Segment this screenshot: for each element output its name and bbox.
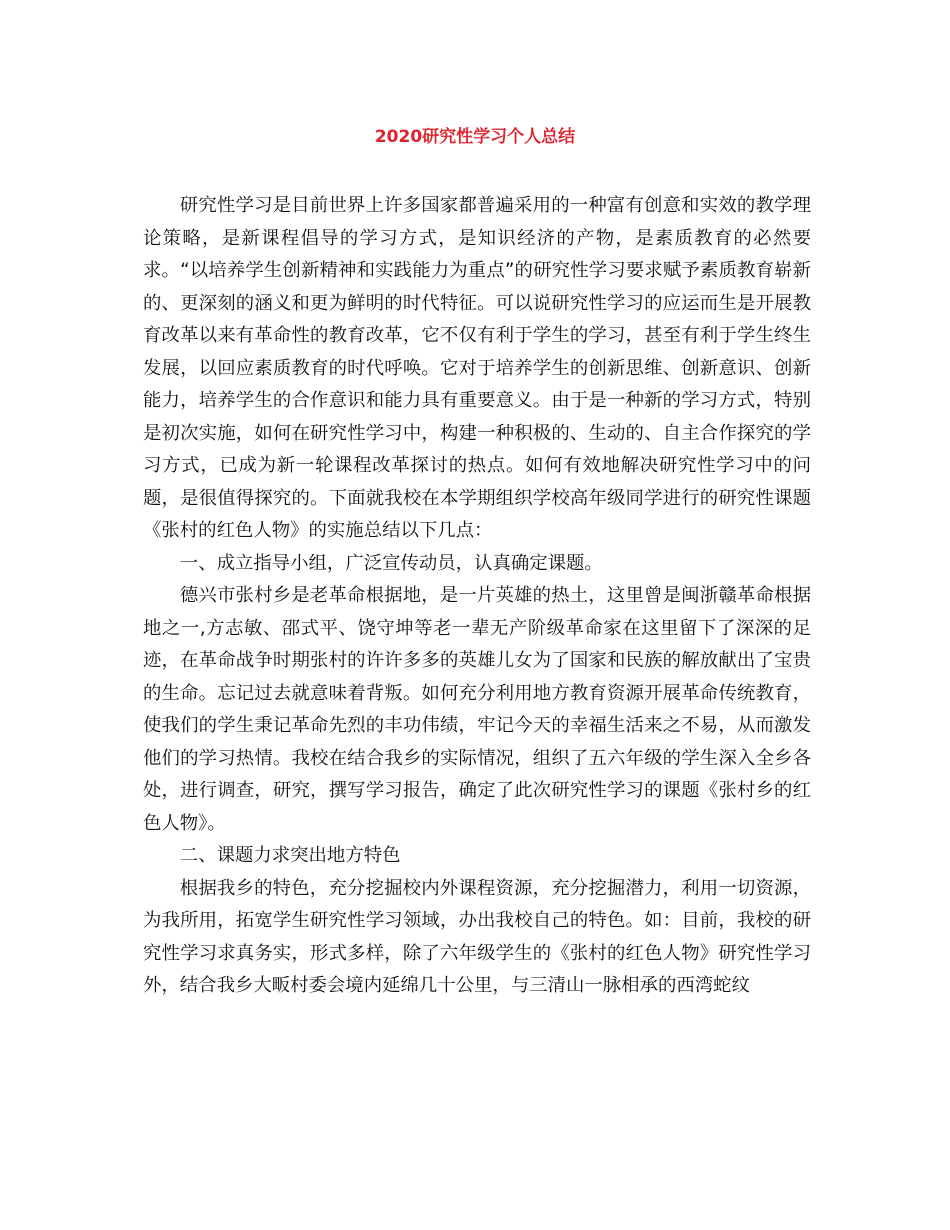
paragraph-section-2: 根据我乡的特色，充分挖掘校内外课程资源，充分挖掘潜力，利用一切资源，为我所用，拓宽学生研究性学习领域，办出我校自己的特色。如：目前，我校的研究性学习求真务实，形式多样，除了六年级学生的《张村的红色人物》研究性学习外，结合我乡大畈村委会境内延绵几十公里，与三清山一脉相承的西湾蛇纹: [143, 877, 811, 996]
paragraph-section-1: 德兴市张村乡是老革命根据地，是一片英雄的热土，这里曾是闽浙赣革命根据地之一,方志敏、邵式平、饶守坤等老一辈无产阶级革命家在这里留下了深深的足迹，在革命战争时期张村的许许多多的英雄儿女为了国家和民族的解放献出了宝贵的生命。忘记过去就意味着背叛。如何充分利用地方教育资源开展革命传统教育，使我们的学生秉记革命先烈的丰功伟绩，牢记今天的幸福生活来之不易，从而激发他们的学习热情。我校在结合我乡的实际情况，组织了五六年级的学生深入全乡各处，进行调查，研究，撰写学习报告，确定了此次研究性学习的课题《张村乡的红色人物》。: [143, 585, 811, 834]
section-heading-1: 一、成立指导小组，广泛宣传动员，认真确定课题。: [179, 552, 603, 574]
document-body: [143, 190, 811, 1003]
paragraph-intro: 研究性学习是目前世界上许多国家都普遍采用的一种富有创意和实效的教学理论策略，是新课程倡导的学习方式，是知识经济的产物，是素质教育的必然要求。“以培养学生创新精神和实践能力为重点”的研究性学习要求赋予素质教育崭新的、更深刻的涵义和更为鲜明的时代特征。可以说研究性学习的应运而生是开展教育改革以来有革命性的教育改革，它不仅有利于学生的学习，甚至有利于学生终生发展，以回应素质教育的时代呼唤。它对于培养学生的创新思维、创新意识、创新能力，培养学生的合作意识和能力具有重要意义。由于是一种新的学习方式，特别是初次实施，如何在研究性学习中，构建一种积极的、生动的、自主合作探究的学习方式，已成为新一轮课程改革探讨的热点。如何有效地解决研究性学习中的问题，是很值得探究的。下面就我校在本学期组织学校高年级同学进行的研究性课题《张村的红色人物》的实施总结以下几点：: [143, 195, 811, 541]
section-heading-2: 二、课题力求突出地方特色: [179, 845, 401, 866]
document-title: 2020研究性学习个人总结: [374, 127, 576, 147]
